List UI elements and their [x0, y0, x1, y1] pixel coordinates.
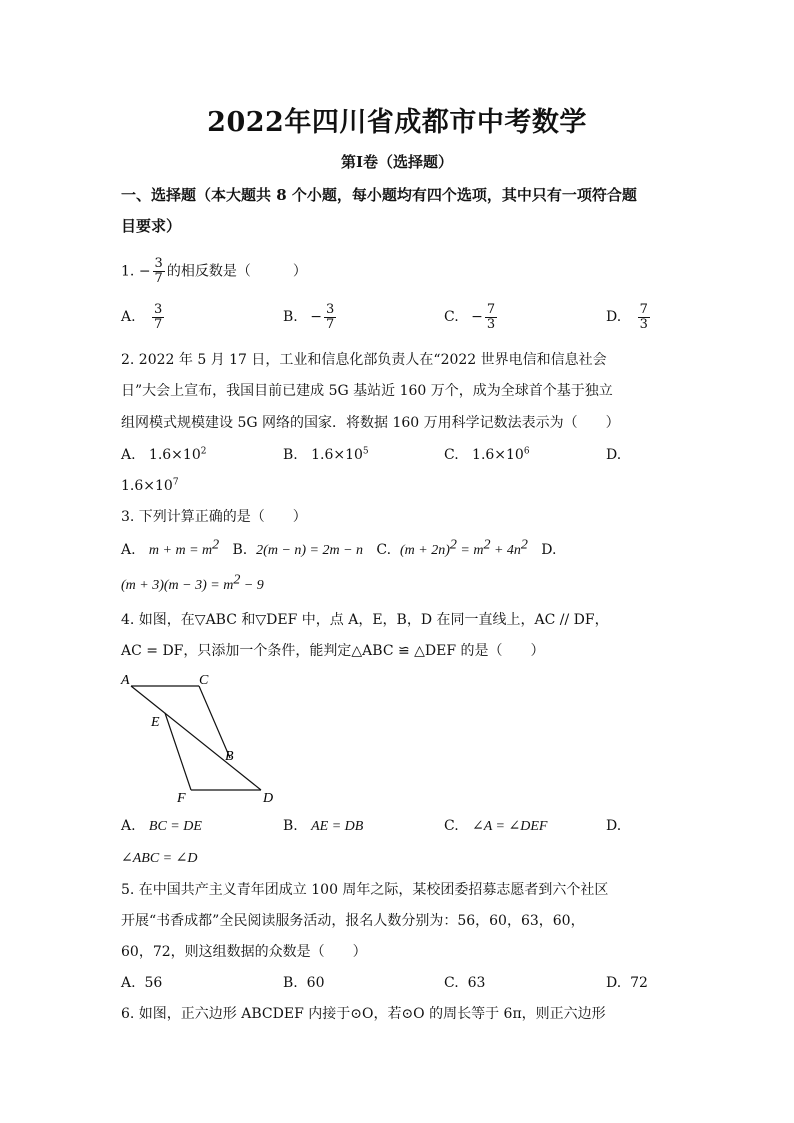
frac-num: 3 [325, 301, 335, 317]
q4-option-c[interactable] [444, 816, 547, 837]
q1-option-c[interactable] [444, 302, 499, 332]
q5-line3: 60，72，则这组数据的众数是（ ） [121, 944, 367, 960]
option-fraction [638, 303, 650, 332]
option-exp: 2 [483, 537, 491, 553]
q3-option-b[interactable] [233, 542, 364, 558]
q3-option-d-label[interactable]: D. [541, 542, 557, 558]
option-label: D. [606, 309, 622, 325]
option-text: 72 [630, 975, 648, 991]
q4-figure [115, 668, 285, 808]
point-c-label: C [199, 673, 209, 688]
q1-minus: − [138, 263, 151, 280]
q2-line3: 组网模式规模建设 5G 网络的国家．将数据 160 万用科学记数法表示为（ ） [121, 415, 620, 431]
q1-option-b[interactable] [283, 302, 338, 332]
option-exp: 2 [233, 572, 241, 588]
option-math: (m + 3)(m − 3) = m [121, 578, 234, 593]
option-label: D. [606, 975, 622, 991]
q5-option-b[interactable] [283, 973, 324, 993]
q2-option-d[interactable] [121, 476, 179, 496]
option-exp: 6 [523, 446, 530, 457]
q3-option-c[interactable] [376, 537, 528, 558]
option-label: A. [121, 447, 136, 463]
option-math: BC = DE [148, 819, 202, 834]
q1-option-d[interactable] [606, 302, 652, 332]
q5-line2: 开展“书香成都”全民阅读服务活动，报名人数分别为：56，60，63，60， [121, 913, 585, 929]
option-math: + 4n [490, 543, 521, 558]
option-fraction [324, 303, 336, 332]
point-d-label: D [263, 791, 274, 806]
q1-frac-den: 7 [154, 271, 163, 286]
option-label: A. [121, 975, 136, 991]
q3-options-row [121, 537, 557, 561]
option-math: AE = DB [311, 819, 364, 834]
q5-option-d[interactable] [606, 973, 648, 993]
option-exp: 2 [449, 537, 457, 553]
q5-option-a[interactable] [121, 973, 162, 993]
frac-den: 7 [154, 316, 163, 332]
option-fraction [485, 303, 497, 332]
option-sign: − [471, 309, 483, 325]
q2-option-c[interactable] [444, 445, 530, 465]
option-exp: 2 [200, 446, 207, 457]
q2-option-b[interactable] [283, 445, 369, 465]
segment-ef [165, 713, 191, 790]
q1-fraction [153, 257, 165, 286]
option-exp: 5 [362, 446, 369, 457]
option-label: B. [232, 542, 248, 558]
option-label: B. [283, 447, 298, 463]
option-base: 1.6×10 [121, 478, 173, 494]
option-base: 1.6×10 [148, 447, 201, 463]
option-exp: 2 [212, 537, 220, 553]
part1-heading-line2: 目要求） [121, 217, 182, 235]
frac-den: 3 [486, 316, 496, 332]
page-title: 2022年四川省成都市中考数学 [207, 107, 587, 138]
section-title: 第Ⅰ卷（选择题） [340, 153, 454, 171]
option-text: 60 [306, 975, 325, 991]
option-label: C. [444, 975, 459, 991]
option-math: (m + 2n) [400, 543, 450, 558]
point-a-label: A [121, 673, 130, 688]
q3-stem: 3. 下列计算正确的是（ ） [121, 509, 307, 525]
option-base: 1.6×10 [472, 447, 524, 463]
option-label: C. [444, 309, 459, 325]
option-math: − 9 [240, 578, 264, 593]
frac-num: 7 [639, 301, 648, 317]
q5-option-c[interactable] [444, 973, 485, 993]
q4-option-d[interactable] [121, 848, 197, 869]
q4-option-d-label[interactable]: D. [606, 818, 622, 834]
frac-den: 3 [639, 316, 648, 332]
frac-den: 7 [325, 316, 335, 332]
segment-cb [199, 686, 230, 758]
point-e-label: E [151, 715, 160, 730]
segment-ad [131, 686, 261, 790]
option-exp: 7 [172, 477, 179, 488]
option-fraction [152, 303, 164, 332]
q2-option-a[interactable] [121, 445, 206, 465]
option-base: 1.6×10 [311, 447, 363, 463]
option-label: C. [444, 447, 459, 463]
option-label: C. [444, 818, 459, 834]
q6-line1: 6. 如图，正六边形 ABCDEF 内接于⊙O，若⊙O 的周长等于 6π，则正六边形 [121, 1006, 606, 1022]
option-label: B. [283, 818, 298, 834]
q2-option-d-label[interactable]: D. [606, 447, 622, 463]
q1-frac-num: 3 [154, 256, 163, 271]
option-math: = m [456, 543, 484, 558]
q2-line1: 2. 2022 年 5 月 17 日，工业和信息化部负责人在“2022 世界电信和信息社会 [121, 352, 607, 368]
q3-option-a[interactable] [121, 537, 220, 558]
option-label: C. [376, 542, 392, 558]
part1-heading-line1: 一、选择题（本大题共 8 个小题，每小题均有四个选项，其中只有一项符合题 [121, 186, 637, 204]
point-b-label: B [225, 749, 234, 764]
option-text: 56 [144, 975, 163, 991]
frac-num: 3 [154, 301, 163, 317]
q5-line1: 5. 在中国共产主义青年团成立 100 周年之际，某校团委招募志愿者到六个社区 [121, 882, 609, 898]
option-exp: 2 [520, 537, 528, 553]
q4-line2: AC = DF，只添加一个条件，能判定△ABC ≌ △DEF 的是（ ） [121, 643, 545, 659]
q4-line1: 4. 如图，在▽ABC 和▽DEF 中，点 A，E，B，D 在同一直线上，AC // DF， [121, 612, 609, 628]
option-label: B. [283, 975, 298, 991]
q1-option-a[interactable] [121, 302, 166, 332]
q1-number: 1. [121, 263, 135, 280]
question-1 [121, 257, 307, 286]
option-label: A. [121, 309, 136, 325]
q4-option-b[interactable] [283, 816, 363, 837]
option-math: 2(m − n) = 2m − n [256, 543, 364, 558]
option-math: ∠A = ∠DEF [472, 819, 548, 834]
option-text: 63 [467, 975, 486, 991]
option-math: ∠ABC = ∠D [121, 851, 198, 866]
frac-num: 7 [486, 301, 496, 317]
option-label: A. [121, 542, 136, 558]
option-sign: − [310, 309, 322, 325]
option-label: A. [121, 818, 136, 834]
q4-option-a[interactable] [121, 816, 202, 837]
point-f-label: F [177, 791, 186, 806]
q3-option-d[interactable] [121, 572, 264, 596]
q1-stem: 的相反数是（ ） [166, 263, 307, 280]
q2-line2: 日”大会上宣布，我国目前已建成 5G 基站近 160 万个，成为全球首个基于独立 [121, 383, 613, 399]
option-math: m + m = m [148, 543, 213, 558]
option-label: B. [283, 309, 298, 325]
